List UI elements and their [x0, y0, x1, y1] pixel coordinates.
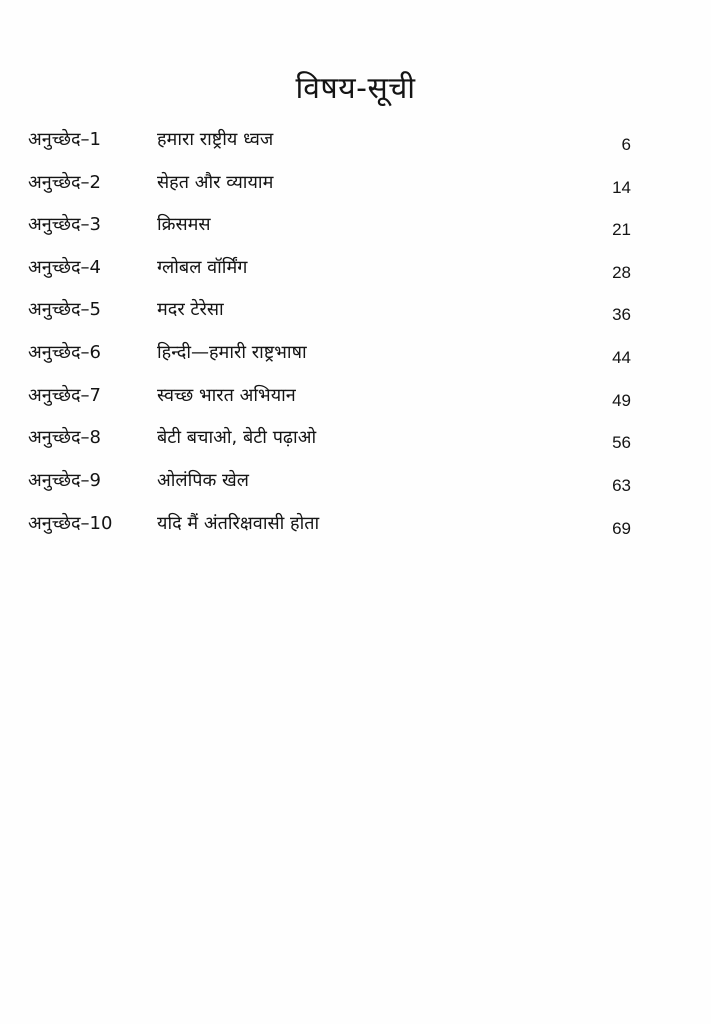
toc-chapter-label: अनुच्छेद–7 [28, 385, 101, 406]
toc-chapter-label: अनुच्छेद–9 [28, 470, 101, 491]
toc-entry-title: बेटी बचाओ, बेटी पढ़ाओ [157, 427, 317, 448]
toc-page-number: 56 [612, 433, 631, 452]
toc-page-number: 36 [612, 305, 631, 324]
toc-row [0, 468, 711, 500]
toc-chapter-label: अनुच्छेद–2 [28, 172, 101, 193]
toc-entry-title: सेहत और व्यायाम [157, 172, 274, 193]
toc-row [0, 255, 711, 287]
toc-row [0, 511, 711, 543]
toc-chapter-label: अनुच्छेद–3 [28, 214, 101, 235]
toc-row [0, 425, 711, 457]
toc-page-number: 63 [612, 476, 631, 495]
toc-page-number: 14 [612, 178, 631, 197]
toc-row [0, 297, 711, 329]
toc-page-number: 44 [612, 348, 631, 367]
toc-entry-title: हिन्दी—हमारी राष्ट्रभाषा [157, 342, 307, 363]
toc-row [0, 340, 711, 372]
toc-row [0, 212, 711, 244]
toc-entry-title: ग्लोबल वॉर्मिंग [157, 257, 248, 278]
toc-page-number: 69 [612, 519, 631, 538]
toc-entry-title: यदि मैं अंतरिक्षवासी होता [157, 513, 320, 534]
toc-page-number: 21 [612, 220, 631, 239]
toc-chapter-label: अनुच्छेद–4 [28, 257, 101, 278]
toc-chapter-label: अनुच्छेद–1 [28, 129, 101, 150]
toc-chapter-label: अनुच्छेद–10 [28, 513, 113, 534]
page-title: विषय-सूची [295, 71, 416, 106]
toc-entry-title: ओलंपिक खेल [157, 470, 249, 491]
toc-page-number: 49 [612, 391, 631, 410]
toc-row [0, 127, 711, 159]
toc-chapter-label: अनुच्छेद–8 [28, 427, 101, 448]
toc-page-number: 28 [612, 263, 631, 282]
toc-row [0, 170, 711, 202]
toc-page-number: 6 [621, 135, 631, 154]
toc-chapter-label: अनुच्छेद–5 [28, 299, 101, 320]
toc-entry-title: स्वच्छ भारत अभियान [157, 385, 296, 406]
toc-entry-title: मदर टेरेसा [157, 299, 224, 320]
toc-entry-title: हमारा राष्ट्रीय ध्वज [157, 129, 274, 150]
toc-entry-title: क्रिसमस [157, 214, 211, 235]
toc-chapter-label: अनुच्छेद–6 [28, 342, 101, 363]
toc-row [0, 383, 711, 415]
